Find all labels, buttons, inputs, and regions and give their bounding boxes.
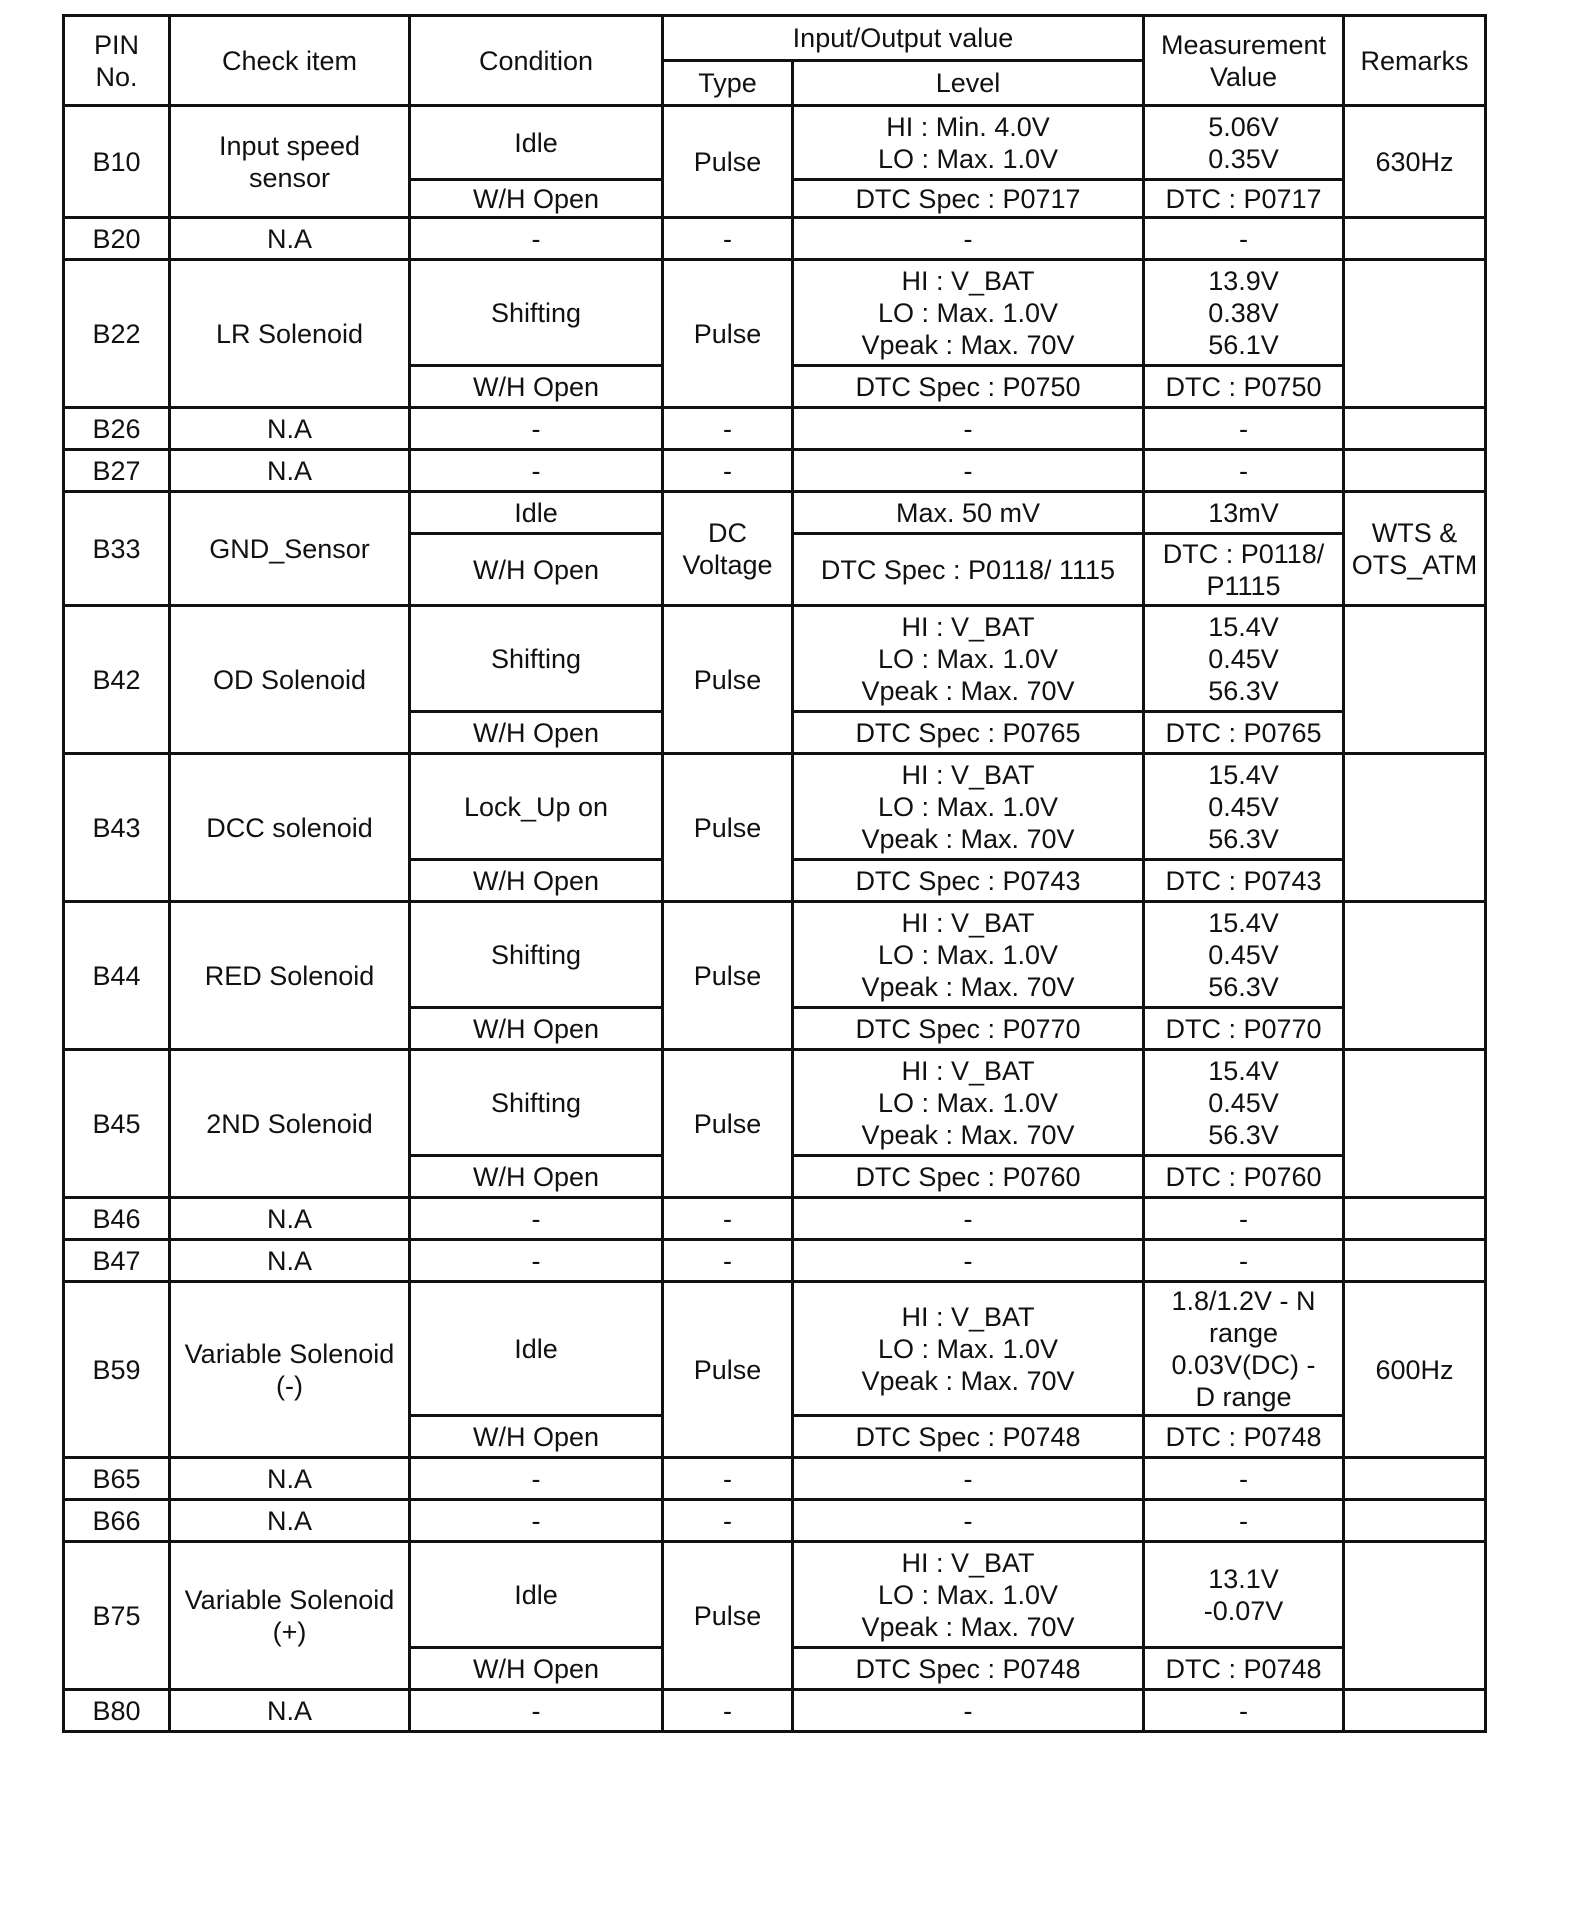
measurement-cell: DTC : P0750: [1144, 366, 1344, 408]
level-cell: -: [793, 218, 1144, 260]
table-row: [64, 1690, 1486, 1732]
pin-cell: B47: [64, 1240, 170, 1282]
measurement-cell: -: [1144, 1690, 1344, 1732]
type-cell: Pulse: [663, 106, 793, 218]
pin-cell: B44: [64, 902, 170, 1050]
measurement-cell: 15.4V 0.45V 56.3V: [1144, 902, 1344, 1008]
table-row: [64, 106, 1486, 180]
measurement-cell: -: [1144, 1240, 1344, 1282]
condition-cell: W/H Open: [410, 860, 663, 902]
check-item-cell: GND_Sensor: [170, 492, 410, 606]
condition-cell: Shifting: [410, 606, 663, 712]
table-row: [64, 1458, 1486, 1500]
condition-cell: W/H Open: [410, 1156, 663, 1198]
condition-cell: Shifting: [410, 260, 663, 366]
level-cell: DTC Spec : P0760: [793, 1156, 1144, 1198]
header-remarks: Remarks: [1344, 16, 1486, 106]
pin-cell: B45: [64, 1050, 170, 1198]
type-cell: Pulse: [663, 1282, 793, 1458]
measurement-cell: 13.1V -0.07V: [1144, 1542, 1344, 1648]
header-level: Level: [793, 61, 1144, 106]
check-item-cell: N.A: [170, 218, 410, 260]
measurement-cell: 15.4V 0.45V 56.3V: [1144, 1050, 1344, 1156]
condition-cell: -: [410, 408, 663, 450]
remarks-cell: [1344, 606, 1486, 754]
measurement-cell: DTC : P0118/ P1115: [1144, 534, 1344, 606]
type-cell: -: [663, 1458, 793, 1500]
pin-cell: B33: [64, 492, 170, 606]
condition-cell: -: [410, 1458, 663, 1500]
level-cell: -: [793, 1240, 1144, 1282]
pin-cell: B20: [64, 218, 170, 260]
remarks-cell: [1344, 754, 1486, 902]
level-cell: HI : V_BAT LO : Max. 1.0V Vpeak : Max. 70V: [793, 754, 1144, 860]
type-cell: DC Voltage: [663, 492, 793, 606]
measurement-cell: 15.4V 0.45V 56.3V: [1144, 606, 1344, 712]
remarks-cell: [1344, 1542, 1486, 1690]
condition-cell: W/H Open: [410, 712, 663, 754]
measurement-cell: 13.9V 0.38V 56.1V: [1144, 260, 1344, 366]
measurement-cell: 13mV: [1144, 492, 1344, 534]
table-row: [64, 1198, 1486, 1240]
measurement-cell: -: [1144, 450, 1344, 492]
level-cell: -: [793, 1198, 1144, 1240]
remarks-cell: [1344, 1690, 1486, 1732]
level-cell: HI : V_BAT LO : Max. 1.0V Vpeak : Max. 70V: [793, 902, 1144, 1008]
table-row: [64, 1500, 1486, 1542]
measurement-cell: DTC : P0770: [1144, 1008, 1344, 1050]
table-row: [64, 1050, 1486, 1156]
table-row: [64, 450, 1486, 492]
check-item-cell: N.A: [170, 1458, 410, 1500]
type-cell: Pulse: [663, 902, 793, 1050]
level-cell: DTC Spec : P0743: [793, 860, 1144, 902]
level-cell: -: [793, 408, 1144, 450]
level-cell: Max. 50 mV: [793, 492, 1144, 534]
table-row: [64, 902, 1486, 1008]
remarks-cell: [1344, 218, 1486, 260]
check-item-cell: LR Solenoid: [170, 260, 410, 408]
table-row: [64, 1542, 1486, 1648]
remarks-cell: [1344, 1198, 1486, 1240]
measurement-cell: -: [1144, 218, 1344, 260]
condition-cell: W/H Open: [410, 1008, 663, 1050]
condition-cell: -: [410, 1500, 663, 1542]
check-item-cell: N.A: [170, 1240, 410, 1282]
level-cell: DTC Spec : P0770: [793, 1008, 1144, 1050]
type-cell: Pulse: [663, 1542, 793, 1690]
pin-cell: B26: [64, 408, 170, 450]
header-io-value: Input/Output value: [663, 16, 1144, 61]
condition-cell: -: [410, 218, 663, 260]
measurement-cell: DTC : P0717: [1144, 180, 1344, 218]
header-condition: Condition: [410, 16, 663, 106]
level-cell: HI : V_BAT LO : Max. 1.0V Vpeak : Max. 70V: [793, 1050, 1144, 1156]
type-cell: Pulse: [663, 1050, 793, 1198]
remarks-cell: 600Hz: [1344, 1282, 1486, 1458]
check-item-cell: N.A: [170, 450, 410, 492]
table-row: [64, 260, 1486, 366]
condition-cell: Idle: [410, 106, 663, 180]
type-cell: -: [663, 1690, 793, 1732]
remarks-cell: [1344, 260, 1486, 408]
check-item-cell: N.A: [170, 1500, 410, 1542]
level-cell: HI : V_BAT LO : Max. 1.0V Vpeak : Max. 70V: [793, 606, 1144, 712]
level-cell: DTC Spec : P0750: [793, 366, 1144, 408]
level-cell: DTC Spec : P0748: [793, 1416, 1144, 1458]
condition-cell: W/H Open: [410, 534, 663, 606]
condition-cell: Idle: [410, 492, 663, 534]
level-cell: DTC Spec : P0118/ 1115: [793, 534, 1144, 606]
type-cell: -: [663, 408, 793, 450]
pin-cell: B75: [64, 1542, 170, 1690]
pin-cell: B22: [64, 260, 170, 408]
remarks-cell: [1344, 1240, 1486, 1282]
condition-cell: -: [410, 1198, 663, 1240]
remarks-cell: [1344, 1458, 1486, 1500]
level-cell: DTC Spec : P0748: [793, 1648, 1144, 1690]
measurement-cell: 1.8/1.2V - N range 0.03V(DC) - D range: [1144, 1282, 1344, 1416]
condition-cell: W/H Open: [410, 1416, 663, 1458]
pin-cell: B10: [64, 106, 170, 218]
remarks-cell: [1344, 1050, 1486, 1198]
check-item-cell: DCC solenoid: [170, 754, 410, 902]
condition-cell: W/H Open: [410, 180, 663, 218]
remarks-cell: [1344, 902, 1486, 1050]
type-cell: -: [663, 1500, 793, 1542]
level-cell: HI : Min. 4.0V LO : Max. 1.0V: [793, 106, 1144, 180]
check-item-cell: N.A: [170, 1198, 410, 1240]
pin-cell: B65: [64, 1458, 170, 1500]
table-row: [64, 218, 1486, 260]
condition-cell: W/H Open: [410, 1648, 663, 1690]
measurement-cell: DTC : P0748: [1144, 1648, 1344, 1690]
pin-check-table: [62, 14, 1487, 1733]
measurement-cell: 15.4V 0.45V 56.3V: [1144, 754, 1344, 860]
check-item-cell: Variable Solenoid (+): [170, 1542, 410, 1690]
table-row: [64, 1282, 1486, 1416]
level-cell: HI : V_BAT LO : Max. 1.0V Vpeak : Max. 70V: [793, 260, 1144, 366]
condition-cell: Shifting: [410, 902, 663, 1008]
condition-cell: W/H Open: [410, 366, 663, 408]
remarks-cell: [1344, 450, 1486, 492]
condition-cell: Idle: [410, 1542, 663, 1648]
table-row: [64, 1240, 1486, 1282]
header-pin-no: PIN No.: [64, 16, 170, 106]
type-cell: Pulse: [663, 260, 793, 408]
condition-cell: Idle: [410, 1282, 663, 1416]
header-check-item: Check item: [170, 16, 410, 106]
pin-cell: B46: [64, 1198, 170, 1240]
measurement-cell: DTC : P0743: [1144, 860, 1344, 902]
remarks-cell: 630Hz: [1344, 106, 1486, 218]
table-row: [64, 492, 1486, 534]
type-cell: -: [663, 218, 793, 260]
level-cell: -: [793, 1458, 1144, 1500]
table-row: [64, 606, 1486, 712]
pin-cell: B27: [64, 450, 170, 492]
check-item-cell: N.A: [170, 408, 410, 450]
level-cell: HI : V_BAT LO : Max. 1.0V Vpeak : Max. 70V: [793, 1282, 1144, 1416]
check-item-cell: Variable Solenoid (-): [170, 1282, 410, 1458]
level-cell: HI : V_BAT LO : Max. 1.0V Vpeak : Max. 70V: [793, 1542, 1144, 1648]
measurement-cell: DTC : P0748: [1144, 1416, 1344, 1458]
level-cell: -: [793, 1500, 1144, 1542]
measurement-cell: -: [1144, 408, 1344, 450]
level-cell: DTC Spec : P0765: [793, 712, 1144, 754]
pin-cell: B42: [64, 606, 170, 754]
pin-cell: B59: [64, 1282, 170, 1458]
header-type: Type: [663, 61, 793, 106]
measurement-cell: -: [1144, 1500, 1344, 1542]
condition-cell: -: [410, 1690, 663, 1732]
condition-cell: -: [410, 450, 663, 492]
table-row: [64, 408, 1486, 450]
measurement-cell: DTC : P0760: [1144, 1156, 1344, 1198]
measurement-cell: DTC : P0765: [1144, 712, 1344, 754]
type-cell: -: [663, 450, 793, 492]
check-item-cell: OD Solenoid: [170, 606, 410, 754]
type-cell: Pulse: [663, 754, 793, 902]
measurement-cell: -: [1144, 1198, 1344, 1240]
type-cell: -: [663, 1198, 793, 1240]
check-item-cell: 2ND Solenoid: [170, 1050, 410, 1198]
header-measurement-value: Measurement Value: [1144, 16, 1344, 106]
pin-cell: B43: [64, 754, 170, 902]
type-cell: -: [663, 1240, 793, 1282]
check-item-cell: N.A: [170, 1690, 410, 1732]
level-cell: -: [793, 1690, 1144, 1732]
measurement-cell: 5.06V 0.35V: [1144, 106, 1344, 180]
remarks-cell: [1344, 408, 1486, 450]
remarks-cell: [1344, 1500, 1486, 1542]
pin-cell: B80: [64, 1690, 170, 1732]
type-cell: Pulse: [663, 606, 793, 754]
measurement-cell: -: [1144, 1458, 1344, 1500]
check-item-cell: Input speed sensor: [170, 106, 410, 218]
table-row: [64, 754, 1486, 860]
check-item-cell: RED Solenoid: [170, 902, 410, 1050]
pin-cell: B66: [64, 1500, 170, 1542]
condition-cell: -: [410, 1240, 663, 1282]
level-cell: DTC Spec : P0717: [793, 180, 1144, 218]
remarks-cell: WTS & OTS_ATM: [1344, 492, 1486, 606]
condition-cell: Lock_Up on: [410, 754, 663, 860]
condition-cell: Shifting: [410, 1050, 663, 1156]
level-cell: -: [793, 450, 1144, 492]
